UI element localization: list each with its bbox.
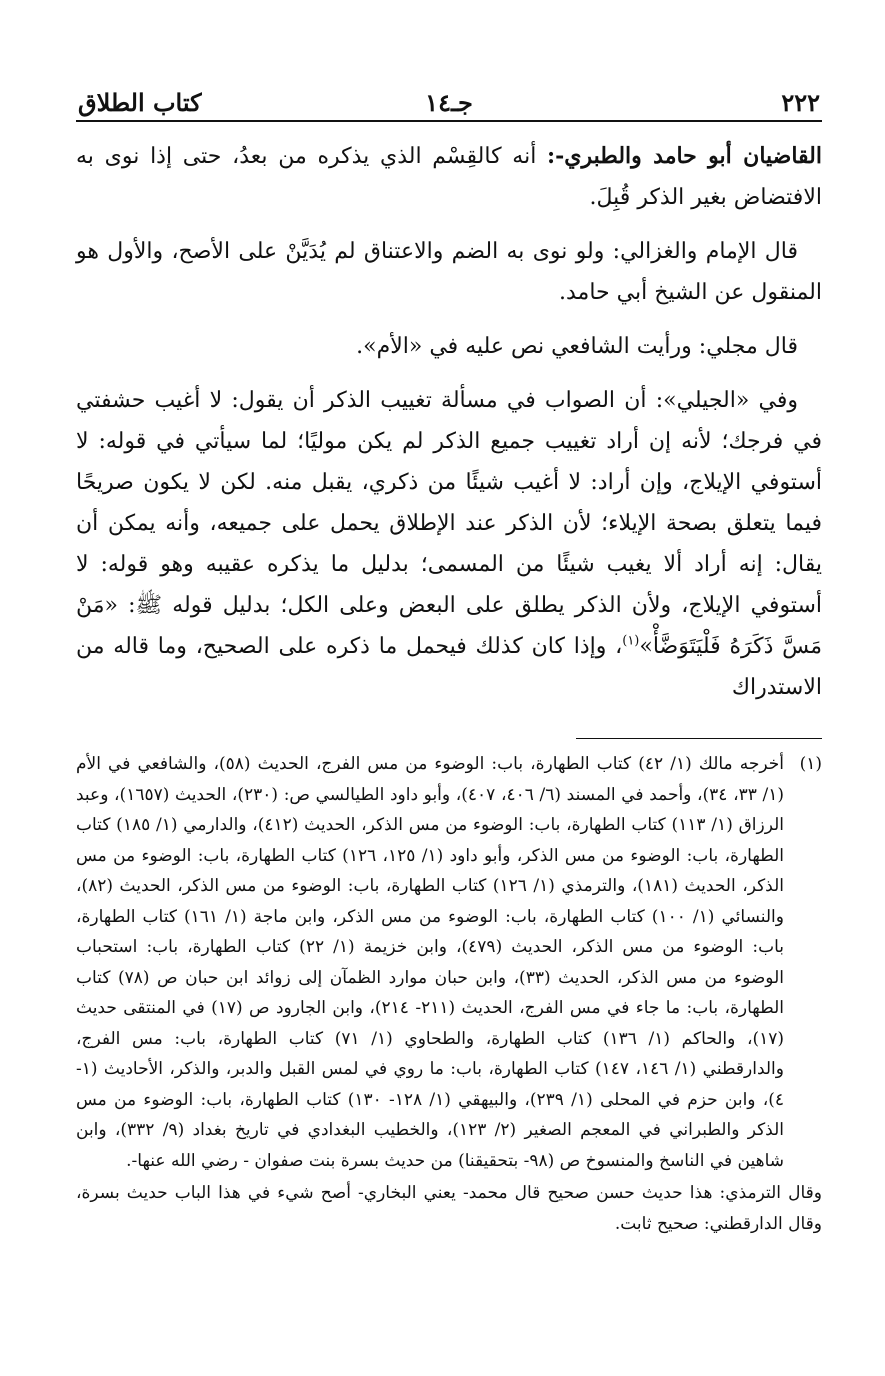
- paragraph-2: قال الإمام والغزالي: ولو نوى به الضم والاعتناق لم يُدَيَّنْ على الأصح، والأول هو المنقول عن الشيخ أبي حامد.: [76, 239, 822, 305]
- footnote-reference[interactable]: (١): [622, 633, 640, 649]
- footnote-separator: [576, 738, 822, 739]
- page-header: [76, 80, 822, 122]
- footnotes: [76, 749, 822, 1239]
- paragraph-1-text: أنه كالقِسْم الذي يذكره من بعدُ، حتى إذا نوى به الافتضاض بغير الذكر قُبِلَ.: [76, 144, 822, 210]
- book-title: كتاب الطلاق: [78, 88, 202, 117]
- footnote-note: وقال الترمذي: هذا حديث حسن صحيح قال محمد- يعني البخاري- أصح شيء في هذا الباب حديث بسرة، وقال الدارقطني: صحيح ثابت.: [76, 1183, 822, 1234]
- paragraph-1: [76, 136, 822, 218]
- paragraph-4-continuation: ، وإذا كان كذلك فيحمل ما ذكره على الصحيح، وما قاله من الاستدراك: [76, 634, 822, 700]
- volume-label: جـ١٤: [425, 88, 473, 117]
- footnote-1: [76, 749, 822, 1176]
- paragraph-1-bold: القاضيان أبو حامد والطبري-:: [547, 143, 822, 169]
- footnote-text: أخرجه مالك (١/ ٤٢) كتاب الطهارة، باب: الوضوء من مس الفرج، الحديث (٥٨)، والشافعي في الأم (١/ ٣٣، ٣٤)، وأحمد في المسند (٦/ ٤٠٦، ٤٠٧)، وأبو داود الطيالسي ص: (٢٣٠)، الحديث (١٦٥٧)، وعبد الرزاق (١/ ١١٣) كتاب الطهارة، باب: الوضوء من مس الذكر، الحديث (٤١٢)، والدارمي (١/ ١٨٥) كتاب الطهارة، باب: الوضوء من مس الذكر، وأبو داود (١/ ١٢٥، ١٢٦) كتاب الطهارة، باب: الوضوء من مس الذكر، الحديث (١٨١)، والترمذي (١/ ١٢٦) كتاب الطهارة، باب: الوضوء من مس الذكر، الحديث (٨٢)، والنسائي (١/ ١٠٠) كتاب الطهارة، باب: الوضوء من مس الذكر، وابن ماجة (١/ ١٦١) كتاب الطهارة، باب: الوضوء من مس الذكر، الحديث (٤٧٩)، وابن خزيمة (١/ ٢٢) كتاب الطهارة، باب: استحباب الوضوء من مس الذكر، الحديث (٣٣)، وابن حبان موارد الظمآن إلى زوائد ابن حبان ص (٧٨) كتاب الطهارة، باب: ما جاء في مس الفرج، الحديث (٢١١- ٢١٤)، وابن الجارود ص (١٧) في المنتقى حديث (١٧)، والحاكم (١/ ١٣٦) كتاب الطهارة، والطحاوي (١/ ٧١) كتاب الطهارة، باب: مس الفرج، والدارقطني (١/ ١٤٦، ١٤٧) كتاب الطهارة، باب: ما روي في لمس القبل والدبر، والذكر، الأحاديث (١- ٤)، وابن حزم في المحلى (١/ ٢٣٩)، والبيهقي (١/ ١٢٨- ١٣٠) كتاب الطهارة، باب: الوضوء من مس الذكر والطبراني في المعجم الصغير (٢/ ١٢٣)، والخطيب البغدادي في تاريخ بغداد (٩/ ٣٣٢)، وابن شاهين في الناسخ والمنسوخ ص (٩٨- بتحقيقنا) من حديث بسرة بنت صفوان - رضي الله عنها-.: [76, 754, 785, 1171]
- footnote-marker: (١): [799, 754, 822, 774]
- paragraph-4: [76, 380, 822, 708]
- document-page: [76, 80, 822, 1360]
- paragraph-4-text: وفي «الجيلي»: أن الصواب في مسألة تغييب الذكر أن يقول: لا أغيب حشفتي في فرجك؛ لأنه إن أراد تغييب جميع الذكر لم يكن موليًا؛ لما سيأتي في قوله: لا أستوفي الإيلاج، وإن أراد: لا أغيب شيئًا من ذكري، يقبل منه. لكن لا يكون صريحًا فيما يتعلق بصحة الإيلاء؛ لأن الذكر عند الإطلاق يحمل على جميعه، وأنه يمكن أن يقال: إنه أراد ألا يغيب شيئًا من المسمى؛ بدليل ما يذكره عقيبه وهو قوله: لا أستوفي الإيلاج، ولأن الذكر يطلق على البعض وعلى الكل؛ بدليل قوله ﷺ: «مَنْ مَسَّ ذَكَرَهُ فَلْيَتَوَضَّأْ»: [76, 388, 822, 659]
- main-text: [76, 136, 822, 708]
- page-number: ٢٢٢: [781, 88, 820, 117]
- paragraph-3: قال مجلي: ورأيت الشافعي نص عليه في «الأم».: [356, 334, 798, 359]
